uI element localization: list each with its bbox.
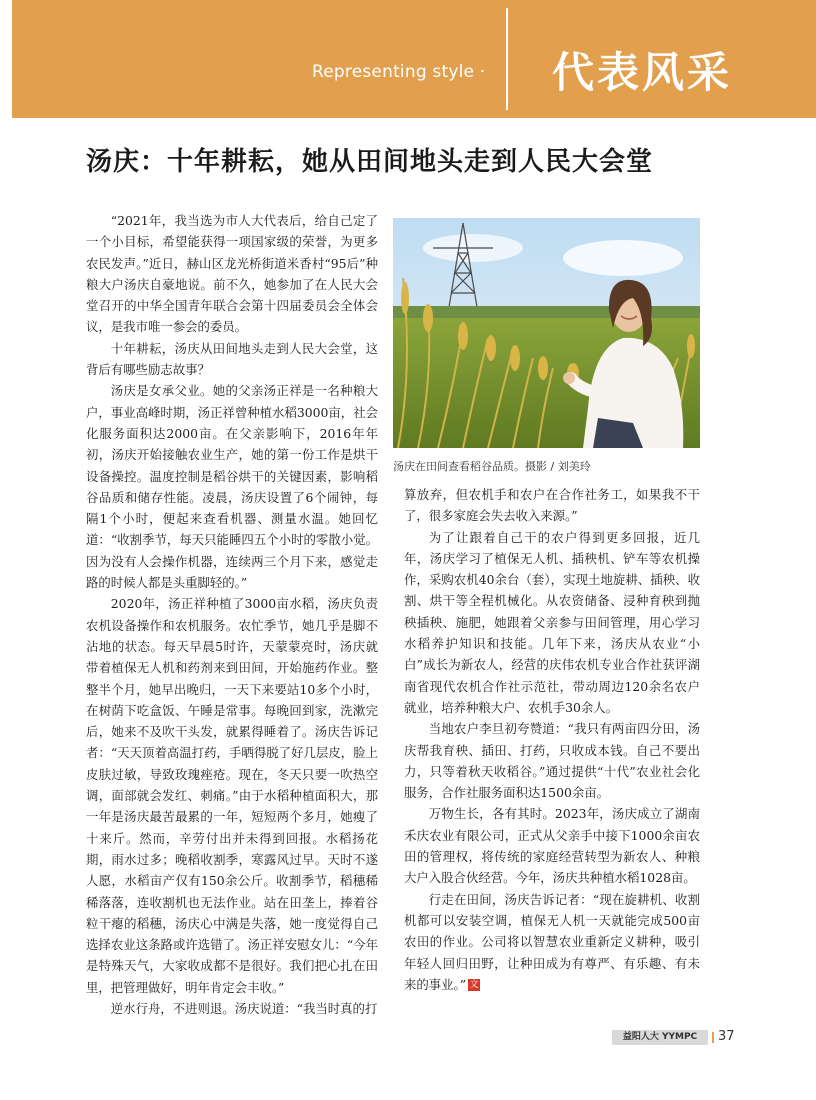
photo-caption: 汤庆在田间查看稻谷品质。摄影 / 刘美玲 (393, 460, 591, 473)
paragraph: 算放弃，但农机手和农户在合作社务工，如果我不干了，很多家庭会失去收入来源。” (404, 487, 700, 524)
page-footer (612, 1029, 735, 1045)
paragraph: 万物生长，各有其时。2023年，汤庆成立了湖南禾庆农业有限公司，正式从父亲手中接下1000余亩农田的管理权，将传统的家庭经营转型为新农人、种粮大户入股合伙经营。今年，汤庆共种植水稻1028亩。 (404, 806, 700, 886)
publication-name: 益阳人大 YYMPC (612, 1030, 708, 1045)
banner-divider (506, 8, 508, 110)
article-title: 汤庆：十年耕耘，她从田间地头走到人民大会堂 (86, 147, 654, 177)
article-photo (393, 218, 700, 448)
paragraph: 为了让跟着自己干的农户得到更多回报，近几年，汤庆学习了植保无人机、插秧机、铲车等农机操作，采购农机40余台（套），实现土地旋耕、插秧、收割、烘干等全程机械化。从农资储备、浸种育秧到抛秧插秧、施肥，她跟着父亲参与田间管理，用心学习水稻养护知识和技能。几年下来，汤庆从农业“小白”成长为新农人，经营的庆伟农机专业合作社获评湖南省现代农机合作社示范社，带动周边120余名农户就业，培养种粮大户、农机手30余人。 (404, 529, 700, 715)
page-number: 37 (718, 1029, 735, 1044)
section-banner (12, 0, 816, 118)
paragraph: 逆水行舟，不进则退。汤庆说道：“我当时真的打 (110, 1000, 378, 1016)
article-column-left (86, 210, 378, 1020)
section-title-chinese: 代表风采 (552, 48, 733, 97)
section-title-english: Representing style · (312, 62, 486, 82)
article-end-mark: 文 (469, 980, 479, 991)
paragraph: 汤庆是女承父业。她的父亲汤正祥是一名种粮大户，事业高峰时期，汤正祥曾种植水稻3000亩，社会化服务面积达2000亩。在父亲影响下，2016年年初，汤庆开始接触农业生产，她的第一份工作是烘干设备操控。温度控制是稻谷烘干的关键因素，影响稻谷品质和储存性能。凌晨，汤庆设置了6个闹钟，每隔1个小时，便起来查看机器、测量水温。她回忆道：“收割季节，每天只能睡四五个小时的零散小觉。因为没有人会操作机器，连续两三个月下来，感觉走路的时候人都是头重脚轻的。” (86, 383, 378, 591)
paragraph: 当地农户李旦初夸赞道：“我只有两亩四分田，汤庆帮我育秧、插田、打药，只收成本钱。自己不要出力，只等着秋天收稻谷。”通过提供“十代”农业社会化服务，合作社服务面积达1500余亩。 (404, 721, 700, 801)
rice-field-photo (393, 218, 700, 448)
footer-divider (712, 1032, 714, 1043)
paragraph-text: 行走在田间，汤庆告诉记者：“现在旋耕机、收割机都可以安装空调，植保无人机一天就能完成500亩农田的作业。公司将以智慧农业重新定义耕种，吸引年轻人回归田野，让种田成为有尊严、有乐趣、有未来的事业。” (404, 891, 700, 992)
paragraph: 2020年，汤正祥种植了3000亩水稻，汤庆负责农机设备操作和农机服务。农忙季节，她几乎是脚不沾地的状态。每天早晨5时许，天蒙蒙亮时，汤庆就带着植保无人机和药剂来到田间，开始施药作业。整整半个月，她早出晚归，一天下来要站10多个小时，在树荫下吃盒饭、午睡是常事。每晚回到家，洗漱完后，她来不及吹干头发，就累得睡着了。汤庆告诉记者：“天天顶着高温打药，手晒得脱了好几层皮，脸上皮肤过敏，导致玫瑰痤疮。现在，冬天只要一吹热空调，面部就会发红、刺痛。”由于水稻种植面积大，那一年是汤庆最苦最累的一年，短短两个多月，她瘦了十来斤。然而，辛劳付出并未得到回报。水稻扬花期，雨水过多；晚稻收割季，寒露风过早。天时不遂人愿，水稻亩产仅有150余公斤。收割季节，稻穗稀稀落落，连收割机也无法作业。站在田垄上，捧着谷粒干瘪的稻穗，汤庆心中满是失落，她一度觉得自己选择农业这条路或许选错了。汤正祥安慰女儿：“今年是特殊天气，大家收成都不是很好。我们把心扎在田里，把管理做好，明年肯定会丰收。” (86, 596, 378, 995)
paragraph: 十年耕耘，汤庆从田间地头走到人民大会堂，这背后有哪些励志故事？ (86, 340, 378, 378)
paragraph (404, 889, 700, 995)
paragraph: “2021年，我当选为市人大代表后，给自己定了一个小目标，希望能获得一项国家级的荣誉，为更多农民发声。”近日，赫山区龙光桥街道米香村“95后”种粮大户汤庆自豪地说。前不久，她参加了在人民大会堂召开的中华全国青年联合会第十四届委员会全体会议，是我市唯一参会的委员。 (86, 213, 378, 335)
article-column-right (404, 484, 700, 1014)
